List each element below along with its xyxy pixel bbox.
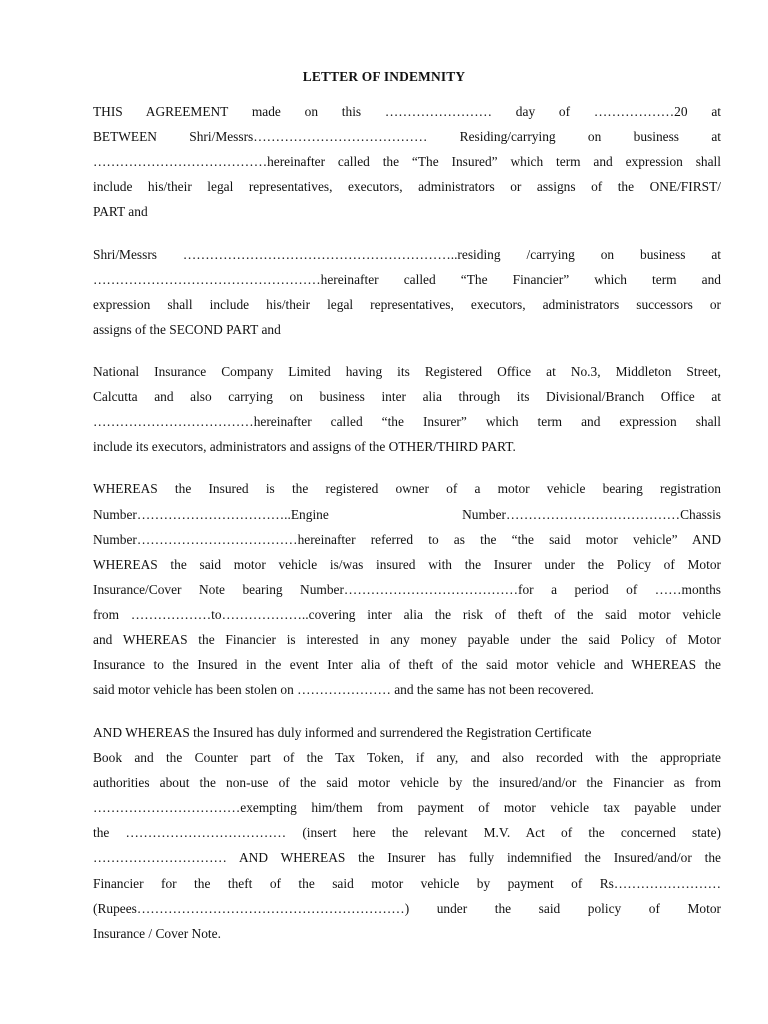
paragraph-4-line-9: said motor vehicle has been stolen on ………………… and the same has not been recovered.	[93, 682, 594, 697]
paragraph-2-line-2: ……………………………………………hereinafter called “The Financier” which term and	[93, 272, 721, 287]
paragraph-3-line-1: National Insurance Company Limited having its Registered Office at No.3, Middleton Street,	[93, 364, 721, 379]
paragraph-5-line-1: AND WHEREAS the Insured has duly informed and surrendered the Registration Certificate	[93, 725, 592, 740]
paragraph-3-line-3: ………………………………hereinafter called “the Insurer” which term and expression shall	[93, 414, 721, 429]
paragraph-1-line-3: …………………………………hereinafter called the “The Insured” which term and expression shall	[93, 154, 721, 169]
paragraph-5-line-3: authorities about the non-use of the said motor vehicle by the insured/and/or the Financier as from	[93, 775, 721, 790]
paragraph-2-line-4: assigns of the SECOND PART and	[93, 322, 281, 337]
paragraph-5-line-7: Financier for the theft of the said motor vehicle by payment of Rs……………………	[93, 876, 721, 891]
paragraph-1-line-2: BETWEEN Shri/Messrs………………………………… Residing/carrying on business at	[93, 129, 721, 144]
paragraph-4-line-1: WHEREAS the Insured is the registered owner of a motor vehicle bearing registration	[93, 481, 721, 496]
paragraph-4-line-3: Number………………………………hereinafter referred to as the “the said motor vehicle” AND	[93, 532, 721, 547]
paragraph-2-line-3: expression shall include his/their legal representatives, executors, administrators successors or	[93, 297, 721, 312]
paragraph-5-line-4: ……………………………exempting him/them from payment of motor vehicle tax payable under	[93, 800, 721, 815]
paragraph-4-line-4: WHEREAS the said motor vehicle is/was insured with the Insurer under the Policy of Motor	[93, 557, 721, 572]
paragraph-5-line-9: Insurance / Cover Note.	[93, 926, 221, 941]
paragraph-4-line-5: Insurance/Cover Note bearing Number…………………………………for a period of ……months	[93, 582, 721, 597]
paragraph-2-line-1: Shri/Messrs ……………………………………………………..residing /carrying on business at	[93, 247, 721, 262]
paragraph-4-line-8: Insurance to the Insured in the event Inter alia of theft of the said motor vehicle and WHEREAS the	[93, 657, 721, 672]
paragraph-1-line-4: include his/their legal representatives, executors, administrators or assigns of the ONE/FIRST/	[93, 179, 721, 194]
paragraph-5-line-8: (Rupees……………………………………………………) under the said policy of Motor	[93, 901, 721, 916]
paragraph-4-line-6: from ………………to………………..covering inter alia the risk of theft of the said motor vehicle	[93, 607, 721, 622]
paragraph-3-line-4: include its executors, administrators and assigns of the OTHER/THIRD PART.	[93, 439, 516, 454]
paragraph-4-line-2: Number……………………………..Engine Number…………………………………Chassis	[93, 507, 721, 522]
paragraph-1-line-5: PART and	[93, 204, 148, 219]
paragraph-5-line-5: the ……………………………… (insert here the relevant M.V. Act of the concerned state)	[93, 825, 721, 840]
paragraph-5-line-6: ………………………… AND WHEREAS the Insurer has fully indemnified the Insured/and/or the	[93, 850, 721, 865]
paragraph-5-line-2: Book and the Counter part of the Tax Token, if any, and also recorded with the appropriate	[93, 750, 721, 765]
paragraph-4-line-7: and WHEREAS the Financier is interested in any money payable under the said Policy of Motor	[93, 632, 721, 647]
paragraph-1-line-1: THIS AGREEMENT made on this …………………… day of ………………20 at	[93, 104, 721, 119]
paragraph-3-line-2: Calcutta and also carrying on business inter alia through its Divisional/Branch Office at	[93, 389, 721, 404]
document-title: LETTER OF INDEMNITY	[302, 69, 466, 84]
